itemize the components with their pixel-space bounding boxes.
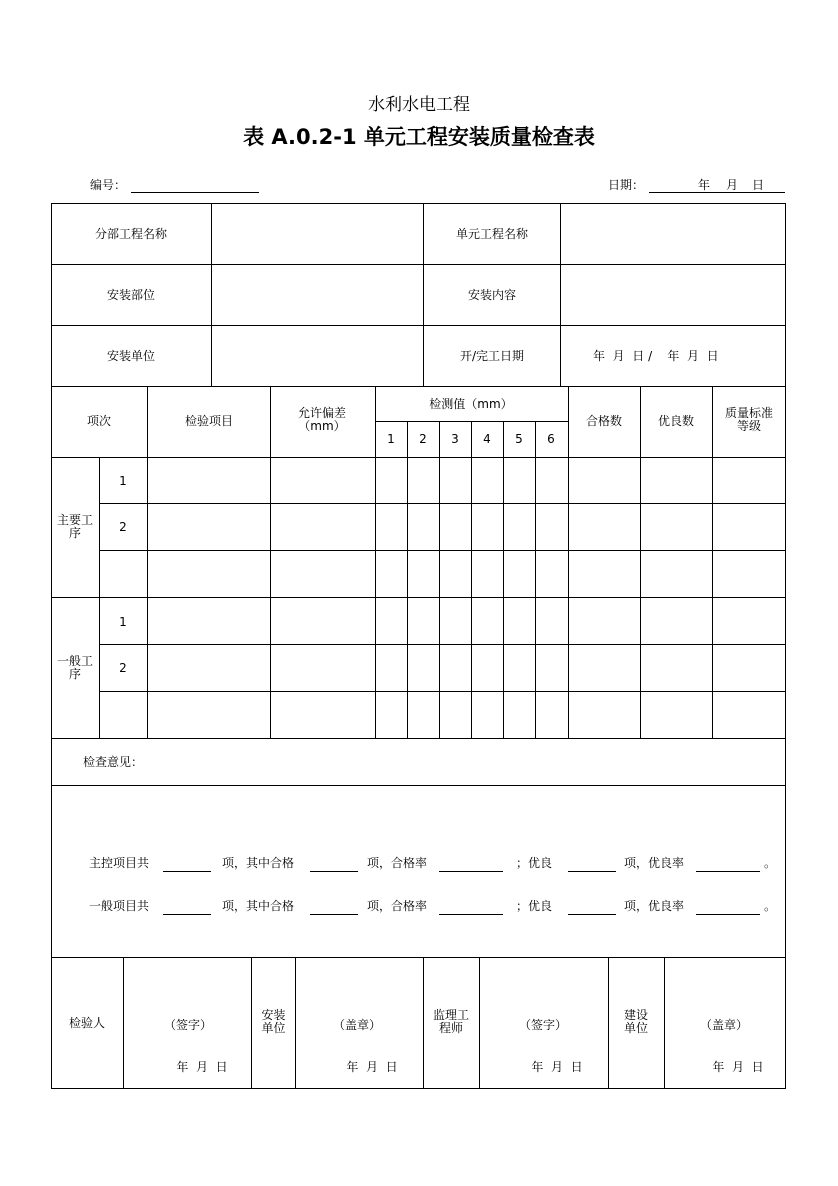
- construction-unit-date[interactable]: 年 月 日: [712, 1060, 764, 1074]
- install-content-label: 安装内容: [467, 288, 517, 302]
- number-label: 编号：: [90, 178, 127, 192]
- col-3: 3: [451, 432, 459, 446]
- construction-unit-label: 建设单位: [623, 1008, 648, 1035]
- date-month: 月: [726, 178, 739, 192]
- supervisor-signature[interactable]: （签字）: [518, 1018, 568, 1032]
- construction-unit-seal[interactable]: （盖章）: [699, 1018, 749, 1032]
- grade-header: 质量标准等级: [725, 406, 774, 433]
- install-location-field[interactable]: [213, 266, 422, 324]
- install-content-field[interactable]: [562, 266, 784, 324]
- inspector-label: 检验人: [68, 1016, 106, 1030]
- col-4: 4: [483, 432, 491, 446]
- main-items-label: 主控项目共: [89, 856, 150, 870]
- install-unit-date[interactable]: 年 月 日: [346, 1060, 398, 1074]
- supervisor-label: 监理工程师: [432, 1008, 469, 1035]
- general-items-pass-field[interactable]: [310, 914, 358, 915]
- col-2: 2: [419, 432, 427, 446]
- main-period: 。: [764, 856, 777, 870]
- main-good-label: ；优良: [516, 856, 553, 870]
- sub-project-field[interactable]: [213, 205, 422, 263]
- supervisor-date[interactable]: 年 月 日: [531, 1060, 583, 1074]
- unit-project-label: 单元工程名称: [455, 227, 529, 241]
- date-label: 日期：: [608, 178, 645, 192]
- item-no-header: 项次: [86, 414, 112, 428]
- measured-header: 检测值（mm）: [429, 397, 513, 411]
- main-items-total-field[interactable]: [163, 871, 211, 872]
- general-period: 。: [764, 899, 777, 913]
- inspector-date[interactable]: 年 月 日: [176, 1060, 228, 1074]
- general-pass-rate-field[interactable]: [439, 914, 503, 915]
- general-pass-rate-label: 项，合格率: [367, 899, 428, 913]
- main-items-pass-field[interactable]: [310, 871, 358, 872]
- main-pass-rate-label: 项，合格率: [367, 856, 428, 870]
- good-count-header: 优良数: [657, 414, 695, 428]
- general-good-rate-field[interactable]: [696, 914, 760, 915]
- main-good-field[interactable]: [568, 871, 616, 872]
- general-good-rate-label: 项，优良率: [624, 899, 685, 913]
- general-good-field[interactable]: [568, 914, 616, 915]
- pass-count-header: 合格数: [585, 414, 623, 428]
- general-items-total-field[interactable]: [163, 914, 211, 915]
- general-items-label: 一般项目共: [89, 899, 150, 913]
- sub-project-label: 分部工程名称: [94, 227, 168, 241]
- opinion-label: 检查意见：: [83, 755, 144, 769]
- general-row-1-no: 1: [119, 615, 127, 629]
- install-unit-sign-label: 安装单位: [261, 1008, 286, 1035]
- unit-project-field[interactable]: [562, 205, 784, 263]
- main-items-pass-label: 项，其中合格: [222, 856, 295, 870]
- install-unit-seal[interactable]: （盖章）: [332, 1018, 382, 1032]
- inspector-signature[interactable]: （签字）: [163, 1018, 213, 1032]
- col-6: 6: [547, 432, 555, 446]
- install-location-label: 安装部位: [106, 288, 156, 302]
- general-good-label: ；优良: [516, 899, 553, 913]
- general-process-label: 一般工序: [56, 654, 93, 681]
- tolerance-header: 允许偏差（mm）: [297, 406, 346, 433]
- main-good-rate-field[interactable]: [696, 871, 760, 872]
- main-pass-rate-field[interactable]: [439, 871, 503, 872]
- main-process-label: 主要工序: [56, 513, 93, 540]
- date-day: 日: [752, 178, 765, 192]
- start-end-date-value[interactable]: 年 月 日 / 年 月 日: [593, 349, 719, 363]
- start-end-date-label: 开/完工日期: [459, 349, 525, 363]
- subtitle: 水利水电工程: [368, 95, 470, 115]
- general-items-pass-label: 项，其中合格: [222, 899, 295, 913]
- general-row-2-no: 2: [119, 661, 127, 675]
- col-1: 1: [387, 432, 395, 446]
- check-item-header: 检验项目: [184, 414, 234, 428]
- date-year: 年: [698, 178, 711, 192]
- main-row-1-no: 1: [119, 474, 127, 488]
- page-title: 表 A.0.2-1 单元工程安装质量检查表: [243, 125, 595, 149]
- main-row-2-no: 2: [119, 520, 127, 534]
- install-unit-label: 安装单位: [106, 349, 156, 363]
- col-5: 5: [515, 432, 523, 446]
- install-unit-field[interactable]: [213, 327, 422, 385]
- main-good-rate-label: 项，优良率: [624, 856, 685, 870]
